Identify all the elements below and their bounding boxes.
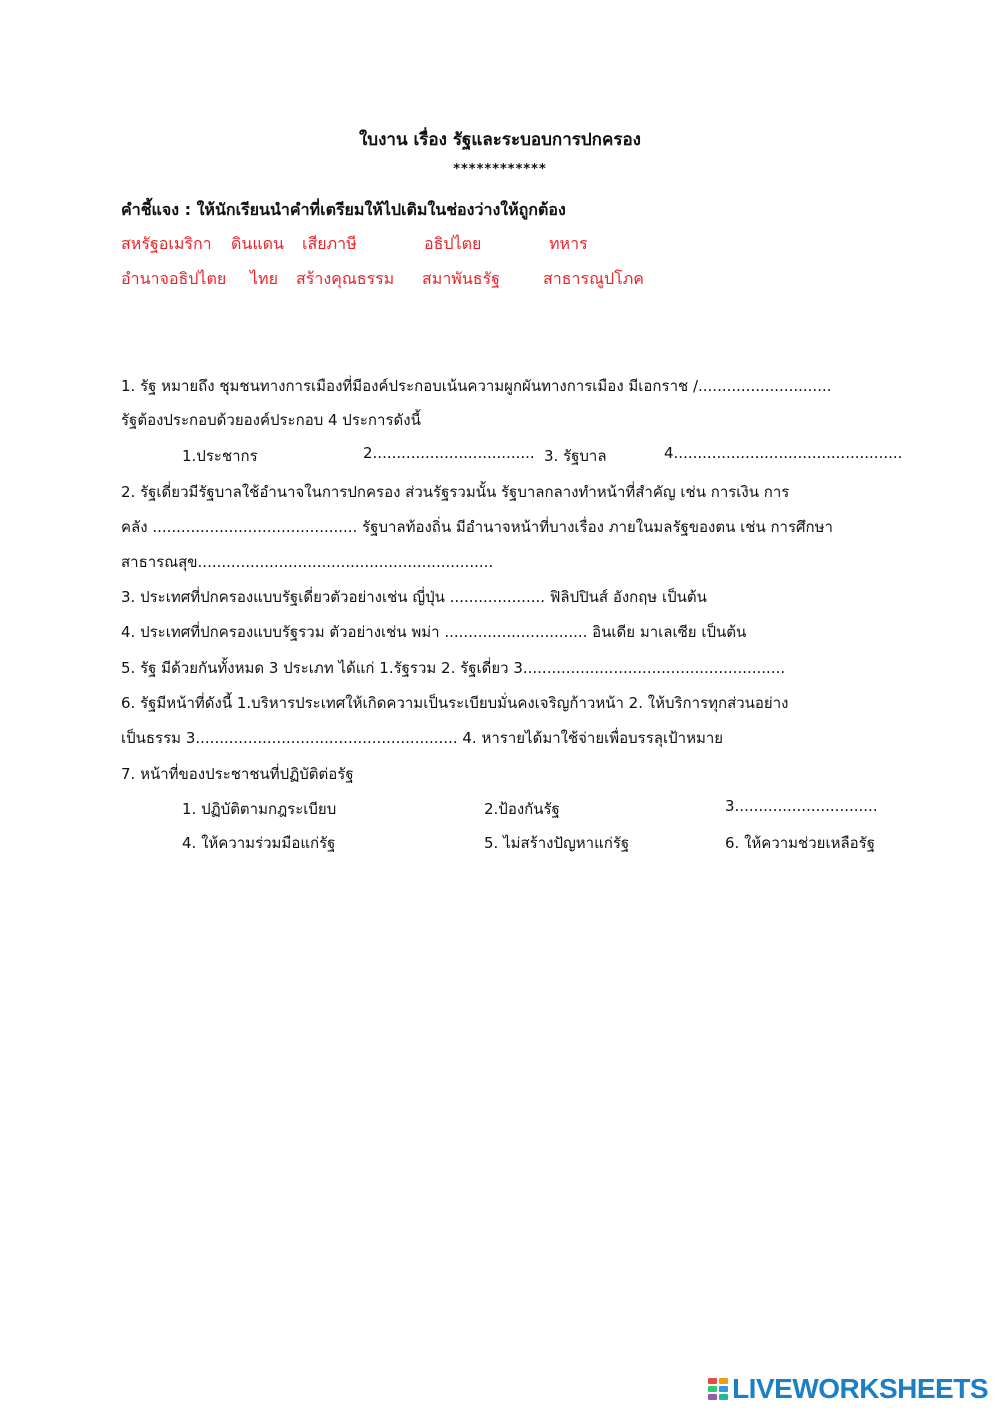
question-1-continued: รัฐต้องประกอบด้วยองค์ประกอบ 4 ประการดังนี้ [121,411,421,429]
page-title: ใบงาน เรื่อง รัฐและระบอบการปกครอง [359,130,641,150]
word-bank-item[interactable]: สาธารณูปโภค [543,269,644,288]
logo-square [719,1386,728,1392]
word-bank-item[interactable]: ไทย [250,269,278,288]
instruction: คำชี้แจง : ให้นักเรียนนำคำที่เตรียมให้ไปเติมในช่องว่างให้ถูกต้อง [121,200,566,219]
question-2: 2. รัฐเดี่ยวมีรัฐบาลใช้อำนาจในการปกครอง ส่วนรัฐรวมนั้น รัฐบาลกลางทำหน้าที่สำคัญ เช่น การเงิน การ [121,483,790,501]
q1-blank-2[interactable]: 2.................................. [363,444,535,462]
word-bank-item[interactable]: อำนาจอธิปไตย [121,269,227,288]
q7-item: 4. ให้ความร่วมมือแก่รัฐ [182,834,336,852]
question-6: 6. รัฐมีหน้าที่ดังนี้ 1.บริหารประเทศให้เกิดความเป็นระเบียบมั่นคงเจริญก้าวหน้า 2. ให้บริการทุกส่วนอย่าง [121,694,789,712]
q7-item: 1. ปฏิบัติตามกฎระเบียบ [182,800,337,818]
title-divider: ************ [453,162,547,177]
question-1: 1. รัฐ หมายถึง ชุมชนทางการเมืองที่มีองค์ประกอบเน้นความผูกผันทางการเมือง มีเอกราช /............................ [121,377,832,395]
word-bank-item[interactable]: สมาพันธรัฐ [422,269,500,288]
question-5[interactable]: 5. รัฐ มีด้วยกันทั้งหมด 3 ประเภท ได้แก่ 1.รัฐรวม 2. รัฐเดี่ยว 3....................................................... [121,659,786,677]
q1-item-3: 3. รัฐบาล [544,447,607,465]
question-3[interactable]: 3. ประเทศที่ปกครองแบบรัฐเดี่ยวตัวอย่างเช่น ญี่ปุ่น .................... ฟิลิปปินส์ อังกฤษ เป็นต้น [121,588,707,606]
question-7: 7. หน้าที่ของประชาชนที่ปฏิบัติต่อรัฐ [121,765,354,783]
logo-text: LIVEWORKSHEETS [732,1373,988,1404]
word-bank-item[interactable]: สหรัฐอเมริกา [121,234,212,253]
q7-item: 2.ป้องกันรัฐ [484,800,560,818]
liveworksheets-logo [708,1373,988,1405]
q7-item: 6. ให้ความช่วยเหลือรัฐ [725,834,875,852]
logo-mark-icon [708,1378,728,1400]
word-bank-item[interactable]: ทหาร [549,234,588,253]
logo-square [708,1386,717,1392]
q7-item: 5. ไม่สร้างปัญหาแก่รัฐ [484,834,630,852]
question-6-continued[interactable]: เป็นธรรม 3....................................................... 4. หารายได้มาใช้จ่ายเพื่อบรรลุเป้าหมาย [121,729,724,747]
question-4[interactable]: 4. ประเทศที่ปกครองแบบรัฐรวม ตัวอย่างเช่น พม่า .............................. อินเดีย มาเลเซีย เป็นต้น [121,623,747,641]
logo-square [719,1378,728,1384]
word-bank-item[interactable]: ดินแดน [231,234,284,253]
word-bank-item[interactable]: สร้างคุณธรรม [296,269,395,288]
word-bank-item[interactable]: เสียภาษี [302,234,357,253]
logo-square [708,1378,717,1384]
q1-item-1: 1.ประชากร [182,447,258,465]
logo-square [719,1394,728,1400]
question-2-continued[interactable]: คลัง ........................................... รัฐบาลท้องถิ่น มีอำนาจหน้าที่บางเรื่อง ภายในมลรัฐของตน เช่น การศึกษา [121,518,833,536]
q7-blank[interactable]: 3.............................. [725,797,878,815]
word-bank-item[interactable]: อธิปไตย [424,234,482,253]
logo-square [708,1394,717,1400]
q1-blank-4[interactable]: 4................................................ [664,444,903,462]
question-2-continued[interactable]: สาธารณสุข.............................................................. [121,553,494,571]
